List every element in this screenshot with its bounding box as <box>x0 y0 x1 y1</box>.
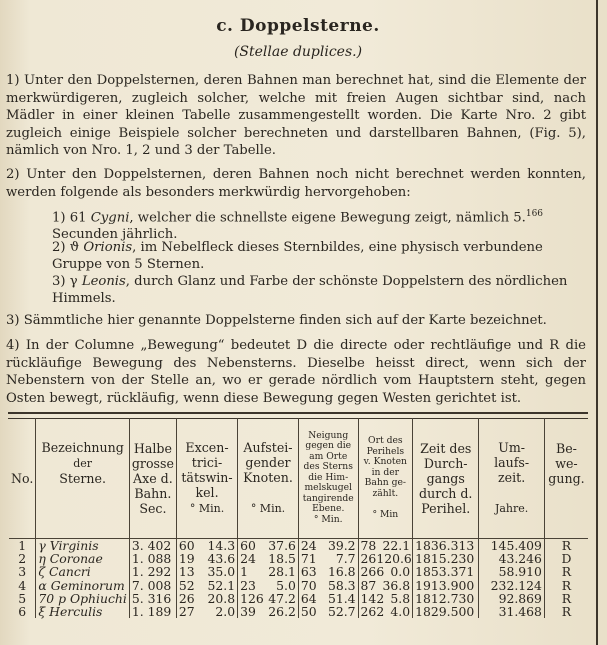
row-star-name: 70 p Ophiuchi <box>36 592 129 605</box>
row-neigung-deg: 24 <box>300 538 317 553</box>
row-knoten-deg: 24 <box>240 551 256 567</box>
list-item-label: 2) ϑ <box>52 240 80 255</box>
row-star-name: α Geminorum <box>36 579 129 592</box>
row-neigung-deg: 64 <box>300 590 317 606</box>
row-bewegung: R <box>544 565 588 578</box>
row-knoten-deg: 1 <box>240 564 248 580</box>
list-item-text: , im Nebelfleck dieses Sternbildes, eine physisch verbundene <box>132 240 543 255</box>
row-umlaufszeit: 232.124 <box>479 579 545 592</box>
row-no: 5 <box>18 590 27 606</box>
row-no: 1 <box>18 538 27 553</box>
row-perihel-ort <box>358 605 413 618</box>
row-perihel-ort-deg: 266 <box>360 564 385 580</box>
row-neigung <box>298 605 358 618</box>
row-excentricity-deg: 26 <box>178 590 195 606</box>
list-item-text-2: Secunden jährlich. <box>52 226 178 242</box>
row-knoten <box>238 539 299 553</box>
row-knoten <box>238 605 299 618</box>
row-durchgangszeit: 1815.230 <box>413 552 479 565</box>
list-item-label: 3) γ <box>52 274 78 289</box>
row-perihel-ort-min: 36.8 <box>382 577 411 593</box>
header-name: Bezeichnung der Sterne. <box>36 418 129 539</box>
row-neigung <box>298 539 358 553</box>
row-knoten-min: 18.5 <box>268 551 296 567</box>
row-perihel-ort-deg: 78 <box>360 538 377 553</box>
header-no: No. <box>9 418 36 539</box>
row-neigung-min: 16.8 <box>327 564 356 580</box>
row-excentricity-min: 20.8 <box>207 590 236 606</box>
row-halbe-axe: 1. 088 <box>129 552 176 565</box>
row-neigung-min: 51.4 <box>327 590 356 606</box>
row-perihel-ort-min: 20.6 <box>384 551 412 567</box>
row-excentricity-deg: 13 <box>178 564 195 580</box>
paragraph-4 <box>6 337 586 407</box>
row-knoten-min: 28.1 <box>268 564 296 580</box>
paragraph-2-text: 2) Unter den Doppelsternen, deren Bahnen noch nicht berechnet werden konnten, werden folgende als besonders merkwürdig hervorgehoben: <box>6 167 586 200</box>
row-bewegung: R <box>544 579 588 592</box>
row-perihel-ort-min: 22.1 <box>382 538 411 553</box>
row-durchgangszeit: 1913.900 <box>413 579 479 592</box>
list-item-star: Orionis <box>83 240 133 255</box>
row-halbe-axe: 1. 292 <box>129 565 176 578</box>
row-perihel-ort-deg: 87 <box>360 577 377 593</box>
row-neigung-min: 52.7 <box>327 604 356 620</box>
row-halbe-axe: 5. 316 <box>129 592 176 605</box>
list-item-label: 1) 61 <box>52 210 87 226</box>
row-durchgangszeit: 1829.500 <box>413 605 479 618</box>
paragraph-3 <box>6 312 586 330</box>
row-star-name: ξ Herculis <box>36 605 129 618</box>
list-item-text-2: Gruppe von 5 Sternen. <box>52 256 205 272</box>
row-excentricity <box>176 605 237 618</box>
row-durchgangszeit: 1853.371 <box>413 565 479 578</box>
row-knoten-deg: 39 <box>240 604 256 620</box>
row-durchgangszeit: 1812.730 <box>413 592 479 605</box>
row-durchgangszeit: 1836.313 <box>413 539 479 553</box>
row-excentricity-deg: 52 <box>178 577 195 593</box>
row-knoten-deg: 126 <box>240 590 264 606</box>
list-item-text: , welcher die schnellste eigene Bewegung zeigt, nämlich 5. <box>129 210 526 226</box>
row-perihel-ort-min: 4.0 <box>390 604 411 620</box>
list-item-star: Cygni <box>90 210 130 226</box>
row-excentricity-min: 52.1 <box>207 577 236 593</box>
list-item <box>52 240 587 273</box>
list-item-star: Leonis <box>81 274 126 289</box>
row-umlaufszeit: 58.910 <box>479 565 545 578</box>
section-subtitle: (Stellae duplices.) <box>233 44 363 60</box>
row-perihel-ort-deg: 142 <box>360 590 385 606</box>
row-star-name: η Coronae <box>36 552 129 565</box>
row-umlaufszeit: 31.468 <box>479 605 545 618</box>
list-item-text: , durch Glanz und Farbe der schönste Doppelstern des nördlichen <box>125 274 568 289</box>
row-excentricity <box>176 539 237 553</box>
double-star-table <box>9 418 588 618</box>
header-excentricity: Excen- trici- tätswin- kel. ° Min. <box>176 418 237 539</box>
row-knoten-deg: 60 <box>240 538 256 553</box>
header-umlaufszeit: Um- laufs- zeit. Jahre. <box>479 418 545 539</box>
row-excentricity-min: 43.6 <box>207 551 236 567</box>
margin-rule <box>596 0 598 645</box>
header-durchgangszeit: Zeit des Durch- gangs durch d. Perihel. <box>413 418 479 539</box>
row-halbe-axe: 1. 189 <box>129 605 176 618</box>
row-bewegung: D <box>544 552 588 565</box>
row-neigung-min: 39.2 <box>327 538 356 553</box>
row-excentricity-min: 35.0 <box>207 564 236 580</box>
header-halbe-axe: Halbe grosse Axe d. Bahn. Sec. <box>129 418 176 539</box>
row-knoten-min: 47.2 <box>268 590 296 606</box>
row-no: 2 <box>18 551 27 567</box>
list-item-sup: 166 <box>525 209 544 219</box>
table-row <box>9 539 588 553</box>
row-umlaufszeit: 43.246 <box>479 552 545 565</box>
header-neigung: Neigung gegen die am Orte des Sterns die Him- melskugel tangirende Ebene. ° Min. <box>298 418 358 539</box>
row-knoten-min: 37.6 <box>268 538 296 553</box>
row-no: 6 <box>18 604 27 620</box>
header-bewegung: Be- we- gung. <box>544 418 588 539</box>
row-perihel-ort-deg: 262 <box>360 604 385 620</box>
row-excentricity-min: 14.3 <box>207 538 236 553</box>
row-perihel-ort-min: 5.8 <box>390 590 411 606</box>
row-bewegung: R <box>544 605 588 618</box>
list-item <box>52 274 587 307</box>
section-title: c. Doppelsterne. <box>216 16 380 36</box>
row-excentricity-deg: 19 <box>178 551 195 567</box>
row-neigung-deg: 50 <box>300 604 317 620</box>
row-umlaufszeit: 92.869 <box>479 592 545 605</box>
table-row <box>9 579 588 592</box>
header-perihel-ort: Ort des Perihels v. Knoten in der Bahn ge- zählt. ° Min <box>358 418 413 539</box>
row-umlaufszeit: 145.409 <box>479 539 545 553</box>
row-no: 3 <box>18 564 27 580</box>
header-knoten: Aufstei- gender Knoten. ° Min. <box>238 418 299 539</box>
row-star-name: ζ Cancri <box>36 565 129 578</box>
paragraph-2 <box>6 166 586 201</box>
row-excentricity-deg: 60 <box>178 538 195 553</box>
row-perihel-ort-min: 0.0 <box>390 564 411 580</box>
row-knoten-min: 26.2 <box>268 604 296 620</box>
row-perihel-ort <box>358 539 413 553</box>
row-halbe-axe: 7. 008 <box>129 579 176 592</box>
row-perihel-ort-deg: 261 <box>360 551 385 567</box>
table-header-row <box>9 418 588 539</box>
row-halbe-axe: 3. 402 <box>129 539 176 553</box>
row-neigung-deg: 63 <box>300 564 317 580</box>
paragraph-1-text: 1) Unter den Doppelsternen, deren Bahnen man berechnet hat, sind die Elemente der merkwürdigeren, zugleich solcher, welche mit freien Augen sichtbar sind, nach Mädler in einer kleinen Tabelle zusammengestellt worden. Die Karte Nro. 2 gibt zugleich einige Beispiele solcher berechneten und darstellbaren Bahnen, (Fig. 5), nämlich von Nro. 1, 2 und 3 der Tabelle. <box>6 73 586 158</box>
table-row <box>9 565 588 578</box>
row-star-name: γ Virginis <box>36 539 129 553</box>
row-neigung-min: 7.7 <box>335 551 356 567</box>
row-excentricity-deg: 27 <box>178 604 195 620</box>
row-neigung-min: 58.3 <box>327 577 356 593</box>
row-neigung-deg: 70 <box>300 577 317 593</box>
row-excentricity-min: 2.0 <box>215 604 236 620</box>
paragraph-1 <box>6 72 586 160</box>
table-row <box>9 605 588 618</box>
list-item-text-2: Himmels. <box>52 290 116 306</box>
paragraph-4-text: 4) In der Columne „Bewegung“ bedeutet D die directe oder rechtläufige und R die rückläufige Bewegung des Nebensterns. Dieselbe heisst direct, wenn sich der Nebenstern von der Stelle an, wo er gerade nördlich vom Hauptstern steht, gegen Osten bewegt, rückläufig, wenn diese Bewegung gegen Westen gerichtet ist. <box>6 338 586 406</box>
row-knoten-deg: 23 <box>240 577 256 593</box>
row-bewegung: R <box>544 592 588 605</box>
row-bewegung: R <box>544 539 588 553</box>
list-item <box>52 206 587 243</box>
row-neigung-deg: 71 <box>300 551 317 567</box>
paragraph-3-text: 3) Sämmtliche hier genannte Doppelsterne finden sich auf der Karte bezeichnet. <box>6 313 547 328</box>
row-knoten-min: 5.0 <box>276 577 296 593</box>
row-no: 4 <box>18 577 27 593</box>
